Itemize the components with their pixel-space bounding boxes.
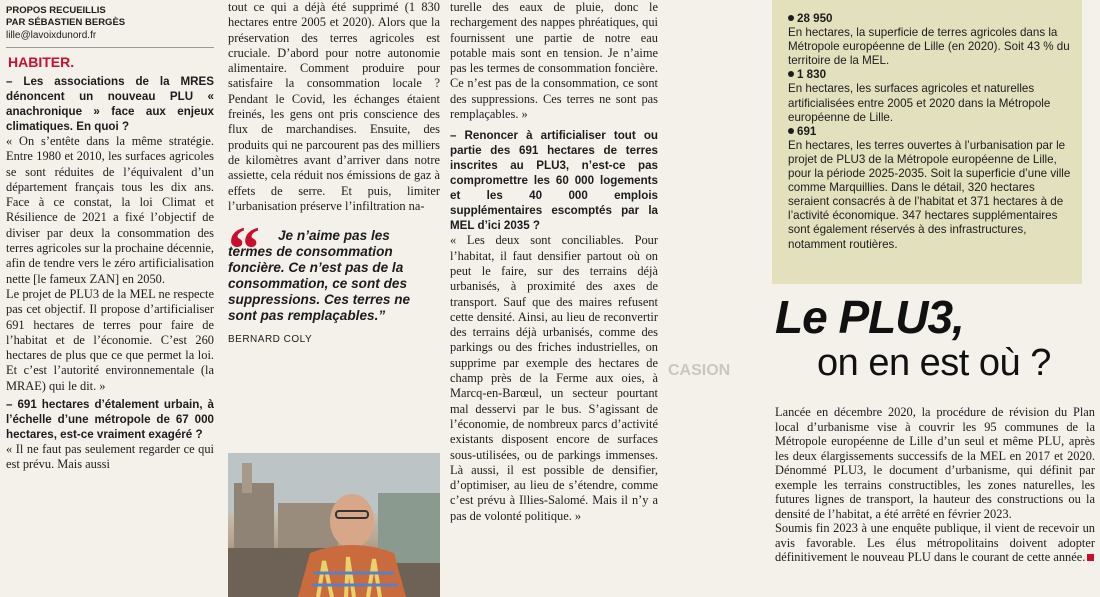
fact-text: En hectares, la superficie de terres agricoles dans la Métropole européenne de Lille (en 2020). Soit 43 % du territoire de la MEL. <box>788 26 1070 68</box>
answer-1-end: turelle des eaux de pluie, donc le rechargement des nappes phréatiques, qui fournissent une partie de notre eau potable mais sont en tension. Je n’aime pas les termes de consommation foncière. Ce n’est pas de la consommation, ce sont des suppressions. Ces terres ne sont pas remplaçables. » <box>450 0 658 122</box>
byline <box>6 5 214 29</box>
bullet-icon <box>788 71 794 77</box>
article-paragraph-1: Lancée en décembre 2020, la procédure de révision du Plan local d’urbanisme vise à couvrir les 95 communes de la Métropole européenne de Lille d’un seul et même PLU, après les deux élargissements successifs de la MEL en 2017 et 2020. Dénommé PLU3, le document d’urbanisme, qui définit par exemple les terrains constructibles, les zones naturelles, les futures lignes de transport, la hauteur des constructions ou la densité de l’habitat, a été arrêté en février 2023. <box>775 405 1095 521</box>
article-body <box>775 405 1095 565</box>
question-1: – Les associations de la MRES dénoncent un nouveau PLU « anachronique » face aux enjeux climatiques. En quoi ? <box>6 75 214 133</box>
column-3 <box>450 0 658 524</box>
fact-item <box>788 125 1072 252</box>
fact-item <box>788 12 1072 68</box>
question-3: – Renoncer à artificialiser tout ou partie des 691 hectares de terres inscrites au PLU3, n’est-ce pas compromettre les 60 000 logements et les 40 000 emplois supplémentaires escomptés par la MEL d’ici 2035 ? <box>450 129 658 233</box>
fact-text: En hectares, les surfaces agricoles et naturelles artificialisées entre 2005 et 2020 dans la Métropole européenne de Lille. <box>788 82 1051 124</box>
answer-2-start: « Il ne faut pas seulement regarder ce qui est prévu. Mais aussi <box>6 442 214 472</box>
bleed-through-text: CASION <box>668 362 731 379</box>
answer-3: « Les deux sont conciliables. Pour l’habitat, il faut densifier partout où on peut le faire, sur des terrains déjà urbanisés, à proximité des axes de transport. Sauf que des maires refusent cette densité. Ainsi, au lieu de reconvertir des terrains déjà urbanisés, comme des parkings ou des friches industrielles, on supprime par exemple des hectares de champ près de la Ferme aux oies, à Marcq-en-Barœul, un secteur pourtant mal desservi par le bus. S’agissant de l’économie, de nombreux parcs d’activité existants disposent encore de surfaces sous-utilisées, ou de parkings immenses. Là aussi, il est possible de densifier, d’optimiser, au lieu de s’étendre, comme c’est prévu à Illies-Salomé. Mais il n’y a pas de volonté politique. » <box>450 233 658 523</box>
divider <box>6 47 214 48</box>
fact-number: 1 830 <box>797 68 827 82</box>
fact-box <box>772 0 1082 284</box>
question-2: – 691 hectares d’étalement urbain, à l’échelle d’une métropole de 67 000 hectares, est-ce vraiment exagéré ? <box>6 398 214 442</box>
article-paragraph-2 <box>775 521 1095 565</box>
answer-1-cont: Le projet de PLU3 de la MEL ne respecte pas cet objectif. Il propose d’artificialiser 691 hectares de terres pour faire de l’habitat et de l’économie. C’est 260 hectares de plus que ce que permet la loi. Et c’est l’autorité environnementale (la MRAE) qui le dit. » <box>6 286 214 393</box>
pull-quote-line-1: Je n’aime pas les <box>278 228 390 244</box>
headline-line-2: on en est où ? <box>817 342 1051 384</box>
pull-quote-author: BERNARD COLY <box>228 334 313 346</box>
pull-quote-rest: termes de consommation foncière. Ce n’est pas de la consommation, ce sont des suppressions. Ces terres ne sont pas remplaçables.” <box>228 244 411 324</box>
answer-1: « On s’entête dans la même stratégie. Entre 1980 et 2010, les surfaces agricoles se sont réduites de l’équivalent d’un département français tous les dix ans. Face à ce constat, la loi Climat et Résilience de 2021 a fixé l’objectif de diviser par deux la consommation des terres agricoles sur la prochaine décennie, afin de tendre vers le zéro artificialisation nette [le fameux ZAN] en 2050. <box>6 134 214 286</box>
fact-number: 691 <box>797 124 817 138</box>
bullet-icon <box>788 15 794 21</box>
portrait-photo <box>228 453 440 597</box>
portrait-illustration <box>228 453 440 597</box>
headline <box>775 292 1095 384</box>
quote-mark-icon: “ <box>228 213 260 285</box>
section-label: HABITER. <box>8 54 75 70</box>
headline-line-1: Le PLU3, <box>775 291 964 343</box>
byline-email: lille@lavoixdunord.fr <box>6 30 97 41</box>
article-paragraph-2-text: Soumis fin 2023 à une enquête publique, il vient de recevoir un avis favorable. Les élus métropolitains doivent adopter définitivement le nouveau PLU dans le courant de cette année. <box>775 521 1095 564</box>
byline-line-1: PROPOS RECUEILLIS <box>6 5 106 16</box>
bullet-icon <box>788 128 794 134</box>
fact-text: En hectares, les terres ouvertes à l’urbanisation par le projet de PLU3 de la Métropole européenne de Lille, pour la période 2025-2035. Soit la superficie d’une ville comme Marquillies. Dans le détail, 320 hectares seraient consacrés à de l’habitat et 371 hectares à de l’activité économique. 347 hectares supplémentaires sont également réservés à des infrastructures, notamment routières. <box>788 138 1071 251</box>
pull-quote <box>228 213 440 346</box>
fact-item <box>788 68 1072 124</box>
column-2 <box>228 0 440 345</box>
answer-1-continued: tout ce qui a déjà été supprimé (1 830 hectares entre 2005 et 2020). Alors que la préservation des terres agricoles est cruciale. D’abord pour notre autonomie alimentaire. Comment produire pour satisfaire la consommation locale ? Pendant le Covid, les échanges étaient freinés, les gens ont pris conscience des flux de marchandises. Ensuite, des produits qui ne parcourent pas des milliers de kilomètres avant d’arriver dans notre assiette, cela réduit nos émissions de gaz à effets de serre. Et puis, limiter l’urbanisation préserve l’infiltration na- <box>228 0 440 213</box>
byline-line-2: PAR SÉBASTIEN BERGÈS <box>6 17 126 28</box>
column-1 <box>6 0 214 473</box>
end-mark-icon <box>1087 554 1094 561</box>
fact-number: 28 950 <box>797 12 833 25</box>
